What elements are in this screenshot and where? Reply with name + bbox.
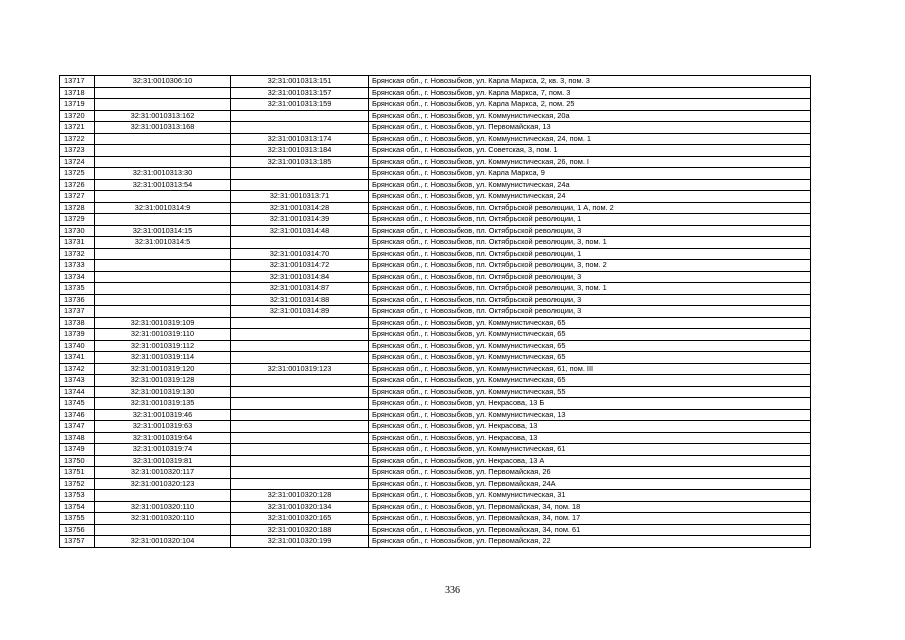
cadastral-number-cell (95, 133, 231, 145)
row-number-cell: 13748 (60, 432, 95, 444)
cadastral-number-cell (95, 306, 231, 318)
address-cell: Брянская обл., г. Новозыбков, ул. Коммунистическая, 24а (369, 179, 811, 191)
row-number-cell: 13717 (60, 76, 95, 88)
object-cadastral-number-cell (231, 375, 369, 387)
address-cell: Брянская обл., г. Новозыбков, ул. Некрасова, 13 (369, 432, 811, 444)
table-row (60, 513, 811, 525)
address-cell: Брянская обл., г. Новозыбков, ул. Первомайская, 34, пом. 61 (369, 524, 811, 536)
address-cell: Брянская обл., г. Новозыбков, ул. Коммунистическая, 13 (369, 409, 811, 421)
table-row (60, 467, 811, 479)
row-number-cell: 13730 (60, 225, 95, 237)
object-cadastral-number-cell: 32:31:0010313:151 (231, 76, 369, 88)
cadastral-number-cell: 32:31:0010320:123 (95, 478, 231, 490)
table-row (60, 145, 811, 157)
table-row (60, 133, 811, 145)
object-cadastral-number-cell: 32:31:0010314:72 (231, 260, 369, 272)
address-cell: Брянская обл., г. Новозыбков, пл. Октябрьской революции, 3, пом. 1 (369, 237, 811, 249)
object-cadastral-number-cell (231, 409, 369, 421)
cadastral-number-cell: 32:31:0010314:5 (95, 237, 231, 249)
object-cadastral-number-cell (231, 179, 369, 191)
cadastral-number-cell: 32:31:0010319:63 (95, 421, 231, 433)
cadastral-number-cell: 32:31:0010306:10 (95, 76, 231, 88)
address-cell: Брянская обл., г. Новозыбков, пл. Октябрьской революции, 3, пом. 2 (369, 260, 811, 272)
row-number-cell: 13756 (60, 524, 95, 536)
table-row (60, 248, 811, 260)
table-row (60, 536, 811, 548)
row-number-cell: 13726 (60, 179, 95, 191)
object-cadastral-number-cell: 32:31:0010320:165 (231, 513, 369, 525)
row-number-cell: 13727 (60, 191, 95, 203)
row-number-cell: 13744 (60, 386, 95, 398)
object-cadastral-number-cell: 32:31:0010320:188 (231, 524, 369, 536)
table-row (60, 99, 811, 111)
row-number-cell: 13738 (60, 317, 95, 329)
table-row (60, 352, 811, 364)
cadastral-number-cell (95, 271, 231, 283)
row-number-cell: 13755 (60, 513, 95, 525)
table-row (60, 317, 811, 329)
address-cell: Брянская обл., г. Новозыбков, ул. Коммунистическая, 31 (369, 490, 811, 502)
row-number-cell: 13742 (60, 363, 95, 375)
row-number-cell: 13750 (60, 455, 95, 467)
row-number-cell: 13741 (60, 352, 95, 364)
row-number-cell: 13729 (60, 214, 95, 226)
row-number-cell: 13757 (60, 536, 95, 548)
object-cadastral-number-cell: 32:31:0010320:199 (231, 536, 369, 548)
table-row (60, 76, 811, 88)
cadastral-number-cell: 32:31:0010313:30 (95, 168, 231, 180)
address-cell: Брянская обл., г. Новозыбков, ул. Коммунистическая, 61, пом. III (369, 363, 811, 375)
object-cadastral-number-cell: 32:31:0010313:184 (231, 145, 369, 157)
table-row (60, 398, 811, 410)
row-number-cell: 13732 (60, 248, 95, 260)
address-cell: Брянская обл., г. Новозыбков, ул. Коммунистическая, 26, пом. I (369, 156, 811, 168)
cadastral-number-cell: 32:31:0010319:120 (95, 363, 231, 375)
table-row (60, 179, 811, 191)
object-cadastral-number-cell (231, 478, 369, 490)
address-cell: Брянская обл., г. Новозыбков, ул. Первомайская, 22 (369, 536, 811, 548)
object-cadastral-number-cell: 32:31:0010313:174 (231, 133, 369, 145)
object-cadastral-number-cell (231, 317, 369, 329)
address-cell: Брянская обл., г. Новозыбков, ул. Первомайская, 34, пом. 17 (369, 513, 811, 525)
cadastral-number-cell: 32:31:0010319:81 (95, 455, 231, 467)
object-cadastral-number-cell: 32:31:0010319:123 (231, 363, 369, 375)
object-cadastral-number-cell: 32:31:0010313:157 (231, 87, 369, 99)
row-number-cell: 13736 (60, 294, 95, 306)
object-cadastral-number-cell: 32:31:0010313:71 (231, 191, 369, 203)
object-cadastral-number-cell (231, 168, 369, 180)
table-row (60, 375, 811, 387)
row-number-cell: 13720 (60, 110, 95, 122)
cadastral-number-cell (95, 156, 231, 168)
object-cadastral-number-cell: 32:31:0010314:70 (231, 248, 369, 260)
address-cell: Брянская обл., г. Новозыбков, ул. Коммунистическая, 65 (369, 329, 811, 341)
cadastral-number-cell: 32:31:0010319:74 (95, 444, 231, 456)
address-cell: Брянская обл., г. Новозыбков, ул. Карла Маркса, 7, пом. 3 (369, 87, 811, 99)
row-number-cell: 13731 (60, 237, 95, 249)
row-number-cell: 13749 (60, 444, 95, 456)
object-cadastral-number-cell (231, 467, 369, 479)
address-cell: Брянская обл., г. Новозыбков, ул. Карла Маркса, 2, пом. 25 (369, 99, 811, 111)
cadastral-number-cell: 32:31:0010319:46 (95, 409, 231, 421)
address-cell: Брянская обл., г. Новозыбков, пл. Октябрьской революции, 3 (369, 294, 811, 306)
row-number-cell: 13739 (60, 329, 95, 341)
object-cadastral-number-cell (231, 432, 369, 444)
address-cell: Брянская обл., г. Новозыбков, ул. Коммунистическая, 20а (369, 110, 811, 122)
row-number-cell: 13754 (60, 501, 95, 513)
registry-table-container (59, 75, 811, 548)
table-row (60, 432, 811, 444)
address-cell: Брянская обл., г. Новозыбков, ул. Советская, 3, пом. 1 (369, 145, 811, 157)
cadastral-number-cell: 32:31:0010320:104 (95, 536, 231, 548)
cadastral-number-cell: 32:31:0010313:162 (95, 110, 231, 122)
row-number-cell: 13733 (60, 260, 95, 272)
row-number-cell: 13724 (60, 156, 95, 168)
address-cell: Брянская обл., г. Новозыбков, ул. Коммунистическая, 65 (369, 375, 811, 387)
table-row (60, 524, 811, 536)
object-cadastral-number-cell: 32:31:0010314:87 (231, 283, 369, 295)
registry-table (59, 75, 811, 548)
row-number-cell: 13721 (60, 122, 95, 134)
table-row (60, 191, 811, 203)
table-row (60, 294, 811, 306)
address-cell: Брянская обл., г. Новозыбков, ул. Первомайская, 34, пом. 18 (369, 501, 811, 513)
address-cell: Брянская обл., г. Новозыбков, ул. Карла Маркса, 2, кв. 3, пом. 3 (369, 76, 811, 88)
cadastral-number-cell (95, 214, 231, 226)
cadastral-number-cell (95, 524, 231, 536)
object-cadastral-number-cell (231, 421, 369, 433)
address-cell: Брянская обл., г. Новозыбков, ул. Коммунистическая, 24, пом. 1 (369, 133, 811, 145)
table-row (60, 478, 811, 490)
cadastral-number-cell: 32:31:0010319:64 (95, 432, 231, 444)
row-number-cell: 13747 (60, 421, 95, 433)
table-row (60, 202, 811, 214)
cadastral-number-cell: 32:31:0010314:15 (95, 225, 231, 237)
registry-table-body (60, 76, 811, 548)
address-cell: Брянская обл., г. Новозыбков, ул. Коммунистическая, 65 (369, 340, 811, 352)
cadastral-number-cell: 32:31:0010314:9 (95, 202, 231, 214)
table-row (60, 87, 811, 99)
cadastral-number-cell: 32:31:0010313:168 (95, 122, 231, 134)
table-row (60, 168, 811, 180)
address-cell: Брянская обл., г. Новозыбков, ул. Коммунистическая, 65 (369, 317, 811, 329)
cadastral-number-cell: 32:31:0010319:130 (95, 386, 231, 398)
address-cell: Брянская обл., г. Новозыбков, ул. Некрасова, 13 (369, 421, 811, 433)
cadastral-number-cell (95, 283, 231, 295)
address-cell: Брянская обл., г. Новозыбков, пл. Октябрьской революции, 3 (369, 306, 811, 318)
row-number-cell: 13746 (60, 409, 95, 421)
row-number-cell: 13752 (60, 478, 95, 490)
table-row (60, 214, 811, 226)
cadastral-number-cell (95, 294, 231, 306)
row-number-cell: 13735 (60, 283, 95, 295)
address-cell: Брянская обл., г. Новозыбков, пл. Октябрьской революции, 1 А, пом. 2 (369, 202, 811, 214)
table-row (60, 156, 811, 168)
row-number-cell: 13722 (60, 133, 95, 145)
cadastral-number-cell: 32:31:0010319:128 (95, 375, 231, 387)
row-number-cell: 13740 (60, 340, 95, 352)
row-number-cell: 13725 (60, 168, 95, 180)
table-row (60, 386, 811, 398)
row-number-cell: 13737 (60, 306, 95, 318)
address-cell: Брянская обл., г. Новозыбков, пл. Октябрьской революции, 1 (369, 214, 811, 226)
table-row (60, 260, 811, 272)
object-cadastral-number-cell (231, 444, 369, 456)
object-cadastral-number-cell: 32:31:0010313:185 (231, 156, 369, 168)
table-row (60, 340, 811, 352)
page-number: 336 (445, 585, 460, 596)
row-number-cell: 13753 (60, 490, 95, 502)
table-row (60, 306, 811, 318)
address-cell: Брянская обл., г. Новозыбков, ул. Карла Маркса, 9 (369, 168, 811, 180)
table-row (60, 409, 811, 421)
address-cell: Брянская обл., г. Новозыбков, ул. Первомайская, 24А (369, 478, 811, 490)
object-cadastral-number-cell (231, 340, 369, 352)
table-row (60, 110, 811, 122)
row-number-cell: 13751 (60, 467, 95, 479)
row-number-cell: 13718 (60, 87, 95, 99)
cadastral-number-cell (95, 248, 231, 260)
cadastral-number-cell: 32:31:0010319:135 (95, 398, 231, 410)
address-cell: Брянская обл., г. Новозыбков, пл. Октябрьской революции, 3 (369, 225, 811, 237)
cadastral-number-cell (95, 99, 231, 111)
table-row (60, 363, 811, 375)
address-cell: Брянская обл., г. Новозыбков, пл. Октябрьской революции, 3, пом. 1 (369, 283, 811, 295)
cadastral-number-cell: 32:31:0010319:109 (95, 317, 231, 329)
object-cadastral-number-cell: 32:31:0010314:88 (231, 294, 369, 306)
table-row (60, 501, 811, 513)
cadastral-number-cell (95, 145, 231, 157)
cadastral-number-cell (95, 260, 231, 272)
table-row (60, 225, 811, 237)
cadastral-number-cell: 32:31:0010319:114 (95, 352, 231, 364)
table-row (60, 421, 811, 433)
object-cadastral-number-cell (231, 352, 369, 364)
address-cell: Брянская обл., г. Новозыбков, ул. Некрасова, 13 А (369, 455, 811, 467)
object-cadastral-number-cell (231, 122, 369, 134)
address-cell: Брянская обл., г. Новозыбков, ул. Коммунистическая, 55 (369, 386, 811, 398)
table-row (60, 283, 811, 295)
table-row (60, 237, 811, 249)
object-cadastral-number-cell: 32:31:0010314:84 (231, 271, 369, 283)
address-cell: Брянская обл., г. Новозыбков, пл. Октябрьской революции, 3 (369, 271, 811, 283)
object-cadastral-number-cell: 32:31:0010314:39 (231, 214, 369, 226)
address-cell: Брянская обл., г. Новозыбков, ул. Коммунистическая, 24 (369, 191, 811, 203)
object-cadastral-number-cell: 32:31:0010314:28 (231, 202, 369, 214)
cadastral-number-cell: 32:31:0010320:117 (95, 467, 231, 479)
object-cadastral-number-cell: 32:31:0010313:159 (231, 99, 369, 111)
row-number-cell: 13723 (60, 145, 95, 157)
cadastral-number-cell (95, 490, 231, 502)
table-row (60, 271, 811, 283)
object-cadastral-number-cell: 32:31:0010320:134 (231, 501, 369, 513)
cadastral-number-cell: 32:31:0010319:112 (95, 340, 231, 352)
object-cadastral-number-cell (231, 237, 369, 249)
table-row (60, 122, 811, 134)
table-row (60, 455, 811, 467)
address-cell: Брянская обл., г. Новозыбков, ул. Первомайская, 13 (369, 122, 811, 134)
row-number-cell: 13745 (60, 398, 95, 410)
object-cadastral-number-cell (231, 110, 369, 122)
cadastral-number-cell (95, 191, 231, 203)
object-cadastral-number-cell: 32:31:0010314:89 (231, 306, 369, 318)
row-number-cell: 13734 (60, 271, 95, 283)
address-cell: Брянская обл., г. Новозыбков, ул. Коммунистическая, 65 (369, 352, 811, 364)
cadastral-number-cell: 32:31:0010320:110 (95, 513, 231, 525)
address-cell: Брянская обл., г. Новозыбков, пл. Октябрьской революции, 1 (369, 248, 811, 260)
table-row (60, 329, 811, 341)
cadastral-number-cell: 32:31:0010320:110 (95, 501, 231, 513)
row-number-cell: 13743 (60, 375, 95, 387)
cadastral-number-cell: 32:31:0010319:110 (95, 329, 231, 341)
object-cadastral-number-cell: 32:31:0010320:128 (231, 490, 369, 502)
address-cell: Брянская обл., г. Новозыбков, ул. Коммунистическая, 61 (369, 444, 811, 456)
object-cadastral-number-cell (231, 329, 369, 341)
cadastral-number-cell (95, 87, 231, 99)
object-cadastral-number-cell (231, 455, 369, 467)
table-row (60, 444, 811, 456)
object-cadastral-number-cell: 32:31:0010314:48 (231, 225, 369, 237)
object-cadastral-number-cell (231, 386, 369, 398)
row-number-cell: 13728 (60, 202, 95, 214)
table-row (60, 490, 811, 502)
object-cadastral-number-cell (231, 398, 369, 410)
address-cell: Брянская обл., г. Новозыбков, ул. Некрасова, 13 Б (369, 398, 811, 410)
row-number-cell: 13719 (60, 99, 95, 111)
cadastral-number-cell: 32:31:0010313:54 (95, 179, 231, 191)
address-cell: Брянская обл., г. Новозыбков, ул. Первомайская, 26 (369, 467, 811, 479)
